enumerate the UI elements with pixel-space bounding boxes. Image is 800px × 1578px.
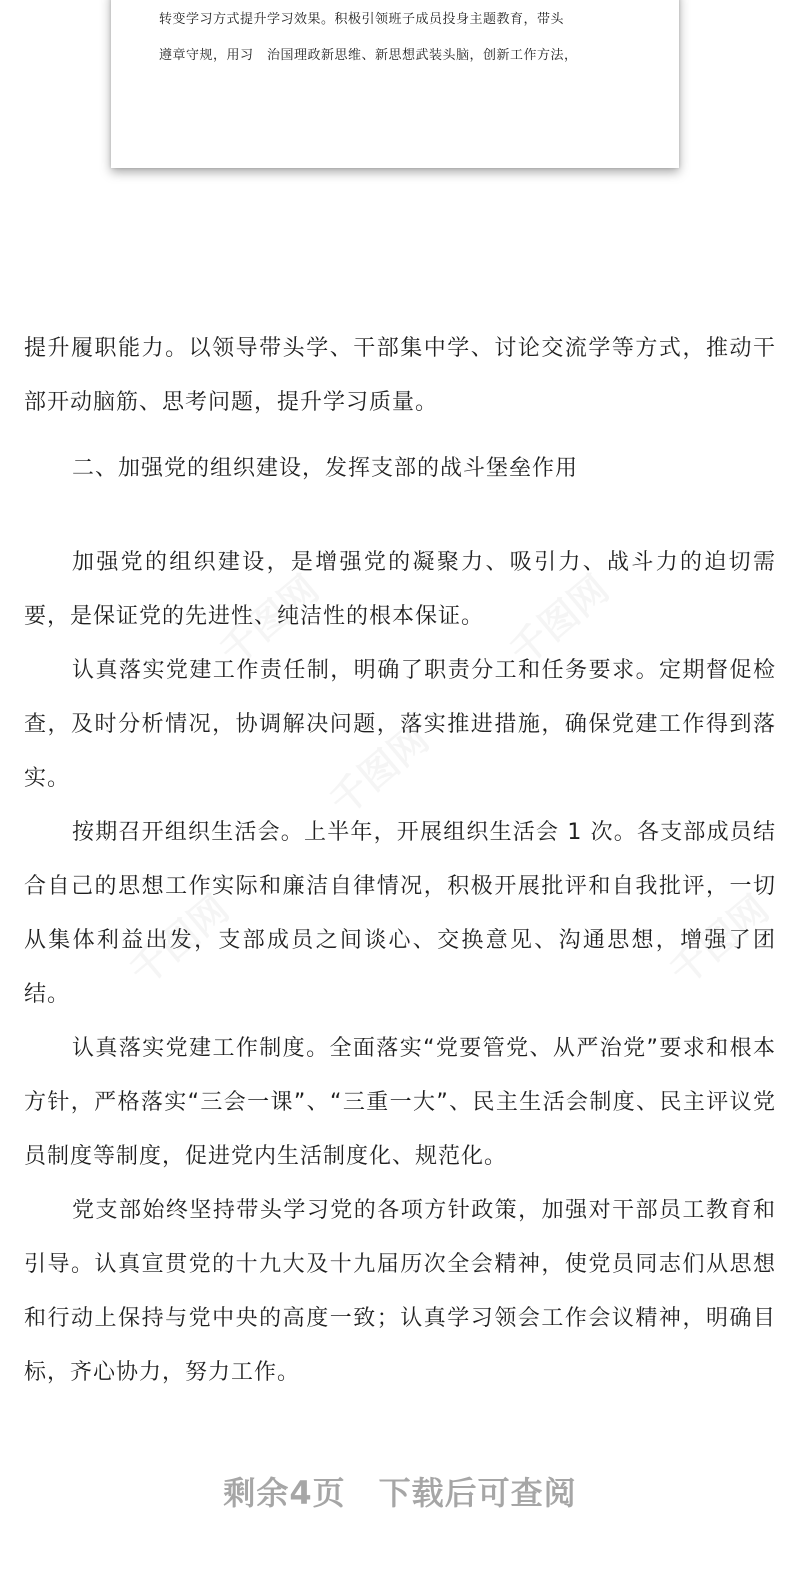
paragraph: 按期召开组织生活会。上半年，开展组织生活会 1 次。各支部成员结合自己的思想工作实际和廉洁自律情况，积极开展批评和自我批评，一切从集体利益出发，支部成员之间谈心、交换意见、沟通思想，增强了团结。 (24, 820, 776, 1007)
preview-text-line: 遵章守规，用习 治国理政新思维、新思想武装头脑，创新工作方法， (159, 48, 578, 63)
paragraph: 认真落实党建工作制度。全面落实“党要管党、从严治党”要求和根本方针，严格落实“三会一课”、“三重一大”、民主生活会制度、民主评议党员制度等制度，促进党内生活制度化、规范化。 (24, 1036, 776, 1169)
paragraph: 认真落实党建工作责任制，明确了职责分工和任务要求。定期督促检查，及时分析情况，协调解决问题，落实推进措施，确保党建工作得到落实。 (24, 658, 776, 791)
watermark: 千图网 (501, 566, 618, 674)
preview-text-line: 转变学习方式提升学习效果。积极引领班子成员投身主题教育，带头 (159, 12, 565, 27)
remaining-pages-notice[interactable]: 剩余4页 下载后可查阅 (223, 1474, 577, 1512)
watermark: 千图网 (661, 886, 778, 994)
preview-page-card (111, 0, 679, 168)
paragraph: 加强党的组织建设，是增强党的凝聚力、吸引力、战斗力的迫切需要，是保证党的先进性、纯洁性的根本保证。 (24, 550, 776, 629)
paragraph: 党支部始终坚持带头学习党的各项方针政策，加强对干部员工教育和引导。认真宣贯党的十九大及十九届历次全会精神，使党员同志们从思想和行动上保持与党中央的高度一致；认真学习领会工作会议精神，明确目标，齐心协力，努力工作。 (24, 1198, 776, 1385)
paragraph: 提升履职能力。以领导带头学、干部集中学、讨论交流学等方式，推动干部开动脑筋、思考问题，提升学习质量。 (24, 336, 776, 415)
document-body (24, 322, 776, 1400)
section-heading: 二、加强党的组织建设，发挥支部的战斗堡垒作用 (72, 456, 579, 481)
watermark: 千图网 (321, 716, 438, 824)
watermark: 千图网 (121, 886, 238, 994)
watermark: 千图网 (211, 566, 328, 674)
